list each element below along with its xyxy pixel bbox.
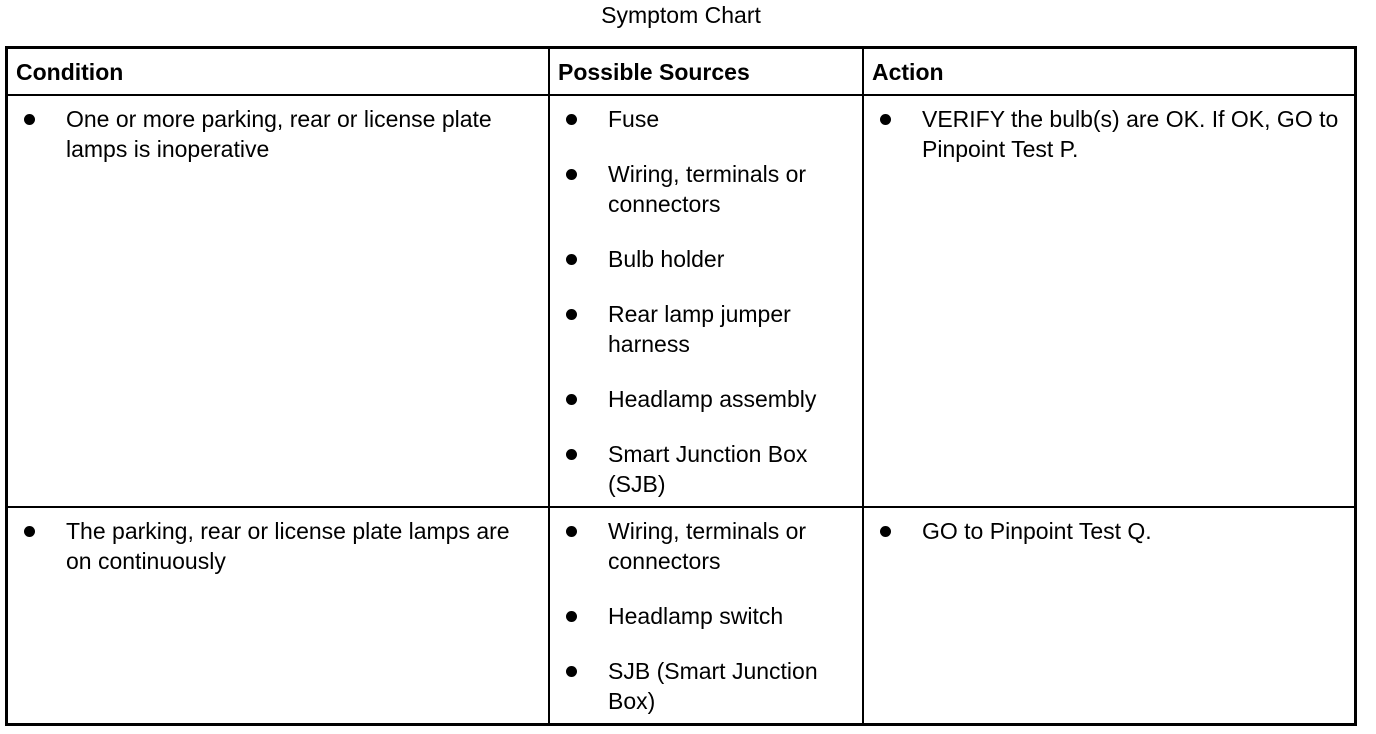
bullet-icon <box>566 394 577 405</box>
bullet-icon <box>880 114 891 125</box>
sources-list <box>550 96 862 499</box>
action-list <box>864 508 1354 546</box>
table-header-row <box>8 49 1354 95</box>
list-item <box>566 601 852 631</box>
symptom-table-grid <box>8 49 1354 726</box>
list-item <box>566 516 852 576</box>
sources-cell <box>549 507 863 726</box>
action-cell <box>863 95 1354 507</box>
bullet-icon <box>566 449 577 460</box>
list-item <box>880 104 1344 164</box>
source-text: Wiring, terminals or connectors <box>608 161 807 217</box>
condition-text: One or more parking, rear or license plate lamps is inoperative <box>66 106 492 162</box>
page-title: Symptom Chart <box>601 2 761 28</box>
source-text: Headlamp switch <box>608 603 784 629</box>
list-item <box>566 299 852 359</box>
action-text: GO to Pinpoint Test Q. <box>922 518 1152 544</box>
bullet-icon <box>566 169 577 180</box>
symptom-table <box>5 46 1357 726</box>
source-text: SJB (Smart Junction Box) <box>608 658 818 714</box>
sources-list <box>550 508 862 716</box>
bullet-icon <box>566 309 577 320</box>
bullet-icon <box>566 254 577 265</box>
condition-cell <box>8 95 549 507</box>
column-header-condition: Condition <box>8 49 549 95</box>
source-text: Headlamp assembly <box>608 386 817 412</box>
bullet-icon <box>566 666 577 677</box>
sources-cell <box>549 95 863 507</box>
bullet-icon <box>566 114 577 125</box>
source-text: Rear lamp jumper harness <box>608 301 791 357</box>
condition-list <box>8 508 548 576</box>
source-text: Fuse <box>608 106 660 132</box>
list-item <box>24 104 538 164</box>
action-cell <box>863 507 1354 726</box>
condition-list <box>8 96 548 164</box>
bullet-icon <box>566 526 577 537</box>
source-text: Bulb holder <box>608 246 725 272</box>
table-row <box>8 95 1354 507</box>
source-text: Wiring, terminals or connectors <box>608 518 807 574</box>
condition-text: The parking, rear or license plate lamps are on continuously <box>66 518 510 574</box>
list-item <box>566 104 852 134</box>
list-item <box>566 384 852 414</box>
condition-cell <box>8 507 549 726</box>
list-item <box>566 656 852 716</box>
list-item <box>566 159 852 219</box>
table-row <box>8 507 1354 726</box>
column-header-action: Action <box>863 49 1354 95</box>
list-item <box>566 244 852 274</box>
list-item <box>24 516 538 576</box>
source-text: Smart Junction Box (SJB) <box>608 441 808 497</box>
list-item <box>566 439 852 499</box>
bullet-icon <box>24 526 35 537</box>
list-item <box>880 516 1344 546</box>
action-list <box>864 96 1354 164</box>
bullet-icon <box>880 526 891 537</box>
column-header-possible-sources: Possible Sources <box>549 49 863 95</box>
bullet-icon <box>24 114 35 125</box>
bullet-icon <box>566 611 577 622</box>
action-text: VERIFY the bulb(s) are OK. If OK, GO to Pinpoint Test P. <box>922 106 1339 162</box>
